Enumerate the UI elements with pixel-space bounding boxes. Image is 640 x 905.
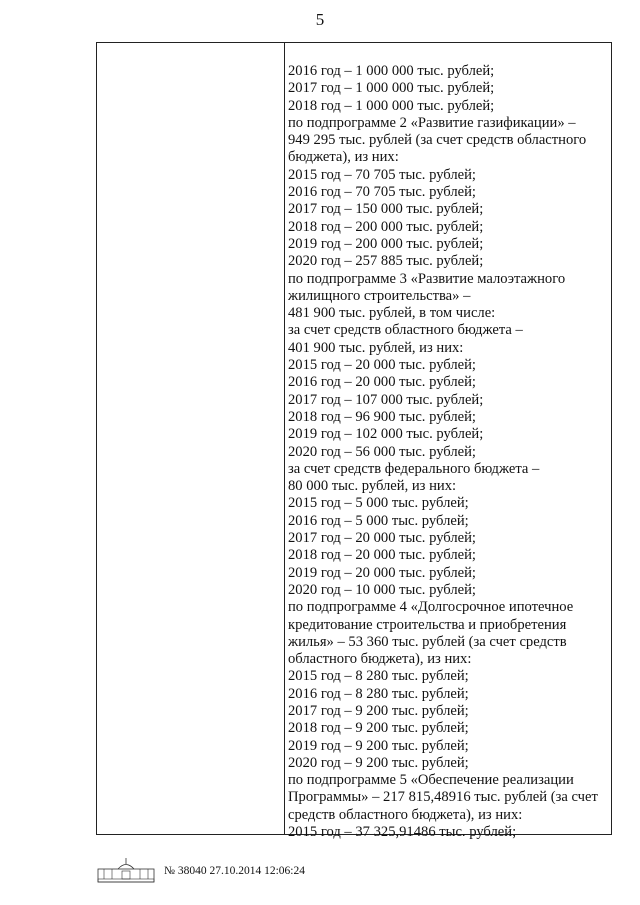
text-line: 2016 год – 1 000 000 тыс. рублей; [288, 63, 495, 79]
registration-number: № 38040 27.10.2014 12:06:24 [164, 865, 305, 877]
text-line: бюджета), из них: [288, 149, 399, 166]
text-line: 2016 год – 20 000 тыс. рублей; [288, 374, 476, 391]
registry-stamp-icon [96, 855, 156, 885]
text-line: 2019 год – 20 000 тыс. рублей; [288, 564, 476, 581]
text-line: 2018 год – 96 900 тыс. рублей; [288, 408, 476, 425]
text-line: 2015 год – 70 705 тыс. рублей; [288, 166, 476, 183]
text-line: 2017 год – 107 000 тыс. рублей; [288, 391, 484, 408]
text-line: 2015 год – 37 325,91486 тыс. рублей; [288, 824, 517, 841]
text-line: 2018 год – 20 000 тыс. рублей; [288, 547, 476, 564]
text-line: Программы» – 217 815,48916 тыс. рублей (за счет [288, 789, 598, 806]
text-line: 2018 год – 200 000 тыс. рублей; [288, 218, 484, 235]
text-line: средств областного бюджета), из них: [288, 806, 523, 823]
text-line: по подпрограмме 3 «Развитие малоэтажного [288, 270, 566, 287]
text-line: 2015 год – 5 000 тыс. рублей; [288, 495, 469, 512]
text-line: за счет средств федерального бюджета – [288, 460, 540, 477]
funding-text-cell [288, 63, 610, 841]
text-line: 2016 год – 5 000 тыс. рублей; [288, 512, 469, 529]
text-line: 2017 год – 20 000 тыс. рублей; [288, 530, 476, 547]
text-line: 2017 год – 9 200 тыс. рублей; [288, 702, 469, 719]
column-divider [284, 43, 285, 834]
text-line: 949 295 тыс. рублей (за счет средств областного [288, 132, 587, 149]
text-line: 80 000 тыс. рублей, из них: [288, 478, 457, 495]
text-line: 2017 год – 150 000 тыс. рублей; [288, 201, 484, 218]
text-line: 2020 год – 9 200 тыс. рублей; [288, 754, 469, 771]
text-line: жилья» – 53 360 тыс. рублей (за счет средств [288, 633, 567, 650]
text-line: 2016 год – 70 705 тыс. рублей; [288, 184, 476, 201]
text-line: 2018 год – 1 000 000 тыс. рублей; [288, 97, 495, 114]
text-line: 2015 год – 8 280 тыс. рублей; [288, 668, 469, 685]
text-line: 2019 год – 9 200 тыс. рублей; [288, 737, 469, 754]
text-line: 2020 год – 56 000 тыс. рублей; [288, 443, 476, 460]
text-line: 2018 год – 9 200 тыс. рублей; [288, 720, 469, 737]
text-line: 481 900 тыс. рублей, в том числе: [288, 305, 496, 322]
text-line: 2019 год – 200 000 тыс. рублей; [288, 235, 484, 252]
page-number: 5 [315, 10, 325, 29]
text-line: 2015 год – 20 000 тыс. рублей; [288, 357, 476, 374]
text-line: по подпрограмме 2 «Развитие газификации» – [288, 114, 576, 131]
text-line: областного бюджета), из них: [288, 651, 472, 668]
text-line: по подпрограмме 4 «Долгосрочное ипотечное [288, 599, 574, 616]
text-line: 2019 год – 102 000 тыс. рублей; [288, 426, 484, 443]
text-line: 2020 год – 10 000 тыс. рублей; [288, 581, 476, 598]
text-line: жилищного строительства» – [288, 287, 471, 304]
text-line: 2016 год – 8 280 тыс. рублей; [288, 685, 469, 702]
text-line: 2017 год – 1 000 000 тыс. рублей; [288, 80, 495, 97]
text-line: 401 900 тыс. рублей, из них: [288, 339, 464, 356]
text-line: за счет средств областного бюджета – [288, 322, 523, 339]
document-table [96, 42, 612, 841]
text-line: кредитование строительства и приобретения [288, 616, 567, 633]
text-line: 2020 год – 257 885 тыс. рублей; [288, 253, 484, 270]
text-line: по подпрограмме 5 «Обеспечение реализации [288, 772, 574, 789]
